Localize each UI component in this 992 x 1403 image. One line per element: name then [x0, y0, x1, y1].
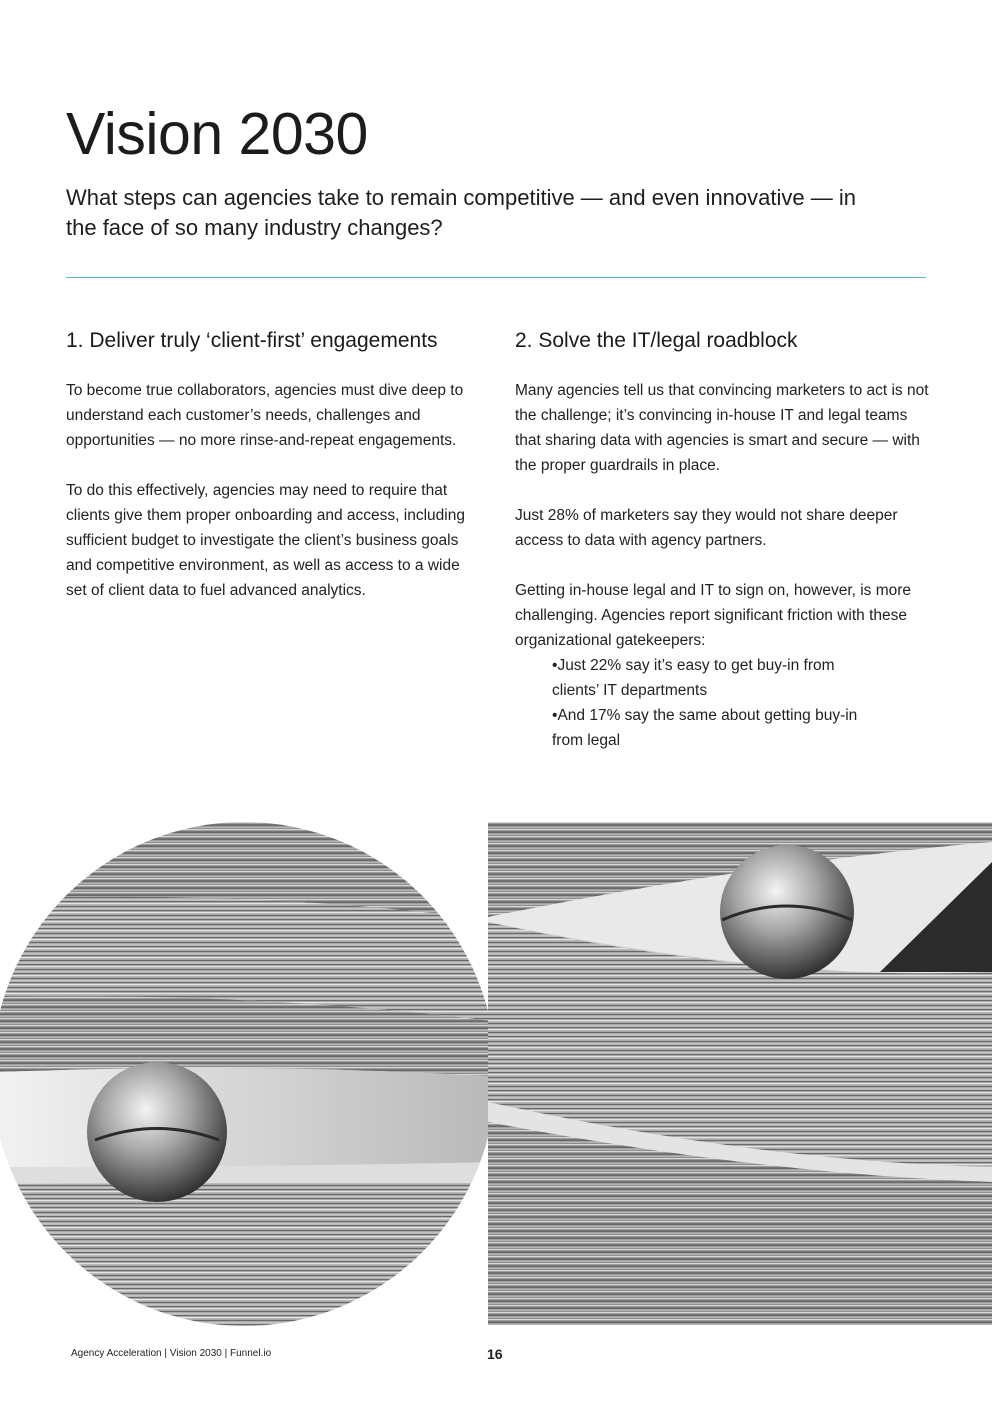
divider-line	[66, 277, 926, 278]
paper-stack-photo	[0, 822, 992, 1327]
paragraph: To become true collaborators, agencies must dive deep to understand each customer’s needs, challenges and opportunities — no more rinse-and-repeat engagements.	[66, 382, 464, 449]
footer-text: Agency Acceleration | Vision 2030 | Funnel.io	[71, 1348, 272, 1359]
list-item: • And 17% say the same about getting buy-in from legal	[552, 703, 872, 753]
paragraph: To do this effectively, agencies may need to require that clients give them proper onboarding and access, including sufficient budget to investigate the client’s business goals and competitive environment, as well as access to a wide set of client data to fuel advanced analytics.	[66, 482, 465, 599]
section-heading-it-legal: 2. Solve the IT/legal roadblock	[515, 329, 798, 352]
section-heading-client-first: 1. Deliver truly ‘client-first’ engagements	[66, 329, 438, 352]
paragraph: Just 28% of marketers say they would not share deeper access to data with agency partners.	[515, 507, 898, 549]
page-subtitle: What steps can agencies take to remain competitive — and even innovative — in the face of so many industry changes?	[66, 185, 856, 240]
paragraph: Many agencies tell us that convincing marketers to act is not the challenge; it’s convincing in-house IT and legal teams that sharing data with agencies is smart and secure — with the proper guardrails in place.	[515, 382, 929, 474]
page-number: 16	[487, 1346, 503, 1362]
paragraph: Getting in-house legal and IT to sign on, however, is more challenging. Agencies report significant friction with these organizational gatekeepers:	[515, 582, 912, 649]
list-item: • Just 22% say it’s easy to get buy-in from clients’ IT departments	[552, 653, 872, 703]
bullet-list	[552, 653, 872, 753]
page-title: Vision 2030	[66, 101, 368, 167]
left-column	[66, 327, 476, 628]
right-column	[515, 327, 935, 753]
